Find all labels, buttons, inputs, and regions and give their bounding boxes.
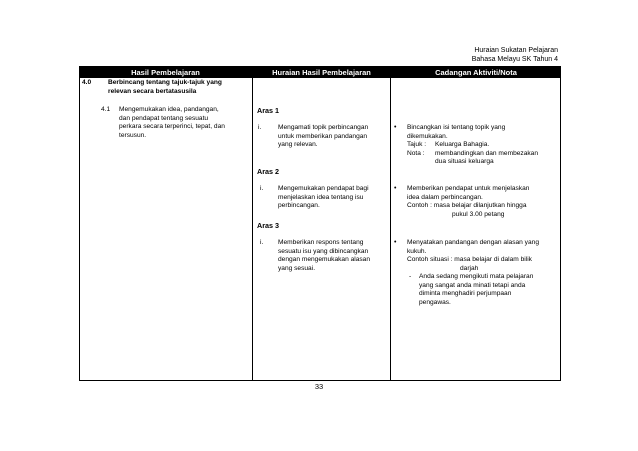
bullet-icon: •	[394, 124, 397, 131]
activity-key: Tajuk :	[407, 141, 427, 148]
level-label: Aras 2	[257, 167, 279, 176]
section-number: 4.0	[82, 79, 92, 86]
outcome-line-4: tersusun.	[119, 131, 147, 139]
level-line: yang relevan.	[278, 141, 318, 148]
outcome-line-1: Mengemukakan idea, pandangan,	[119, 106, 219, 113]
activity-indent: darjah	[460, 264, 479, 272]
activity-subline: pengawas.	[419, 298, 451, 306]
level-line: yang sesuai.	[278, 264, 316, 272]
dash-marker: -	[409, 273, 412, 280]
bullet-icon: •	[394, 239, 397, 246]
table-left-border	[79, 66, 80, 381]
activity-indent: pukul 3.00 petang	[452, 210, 505, 218]
activity-subline: yang sangat anda minati tetapi anda	[419, 281, 526, 289]
activity-line: Bincangkan isi tentang topik yang	[407, 124, 506, 131]
level-label: Aras 3	[257, 221, 279, 230]
activity-value: dua situasi keluarga	[435, 158, 494, 165]
activity-line: Contoh : masa belajar dilanjutkan hingga	[407, 202, 527, 209]
level-line: Memberikan respons tentang	[278, 239, 364, 246]
level-line: dengan mengemukakan alasan	[278, 256, 371, 263]
activity-line: idea dalam perbincangan.	[407, 193, 483, 201]
level-numeral: i.	[260, 239, 264, 246]
column-divider-2	[390, 66, 391, 381]
header-line-1: Huraian Sukatan Pelajaran	[474, 47, 558, 54]
activity-line: Memberikan pendapat untuk menjelaskan	[407, 185, 530, 192]
level-line: Mengamati topik perbincangan	[278, 124, 369, 131]
level-line: perbincangan.	[278, 202, 320, 209]
outcome-line-2: dan pendapat tentang sesuatu	[119, 114, 209, 122]
column-header-cadangan: Cadangan Aktiviti/Nota	[435, 68, 517, 77]
column-header-hasil: Hasil Pembelajaran	[131, 68, 200, 77]
level-line: Mengemukakan pendapat bagi	[278, 185, 369, 192]
level-line: sesuatu isu yang dibincangkan	[278, 247, 369, 255]
level-label: Aras 1	[257, 106, 279, 115]
table-header-row	[79, 67, 561, 78]
bullet-icon: •	[394, 185, 397, 192]
outcome-number: 4.1	[101, 106, 111, 113]
level-line: untuk memberikan pandangan	[278, 132, 368, 140]
page-number: 33	[314, 382, 324, 391]
level-line: menjelaskan idea tentang isu	[278, 193, 364, 201]
activity-line: Menyatakan pandangan dengan alasan yang	[407, 239, 539, 246]
column-divider-1	[252, 66, 253, 381]
header-line-2: Bahasa Melayu SK Tahun 4	[471, 56, 558, 63]
activity-value: membandingkan dan membezakan	[435, 149, 538, 157]
syllabus-table	[79, 66, 561, 381]
activity-subline: diminta menghadiri perjumpaan	[419, 290, 512, 297]
level-numeral: i.	[260, 185, 264, 192]
activity-line: dikemukakan.	[407, 132, 448, 140]
column-header-huraian: Huraian Hasil Pembelajaran	[272, 68, 371, 77]
section-title-line-1: Berbincang tentang tajuk-tajuk yang	[108, 79, 222, 86]
table-right-border	[560, 66, 561, 381]
activity-line: Contoh situasi : masa belajar di dalam bilik	[407, 256, 532, 263]
outcome-line-3: perkara secara terperinci, tepat, dan	[119, 123, 225, 130]
activity-key: Nota :	[407, 149, 425, 157]
section-title-line-2: relevan secara bertatasusila	[108, 87, 197, 95]
level-numeral: i.	[258, 124, 262, 131]
activity-subline: Anda sedang mengikuti mata pelajaran	[419, 273, 534, 280]
activity-value: Keluarga Bahagia.	[435, 141, 490, 148]
table-bottom-border	[79, 380, 561, 381]
activity-line: kukuh.	[407, 247, 427, 255]
